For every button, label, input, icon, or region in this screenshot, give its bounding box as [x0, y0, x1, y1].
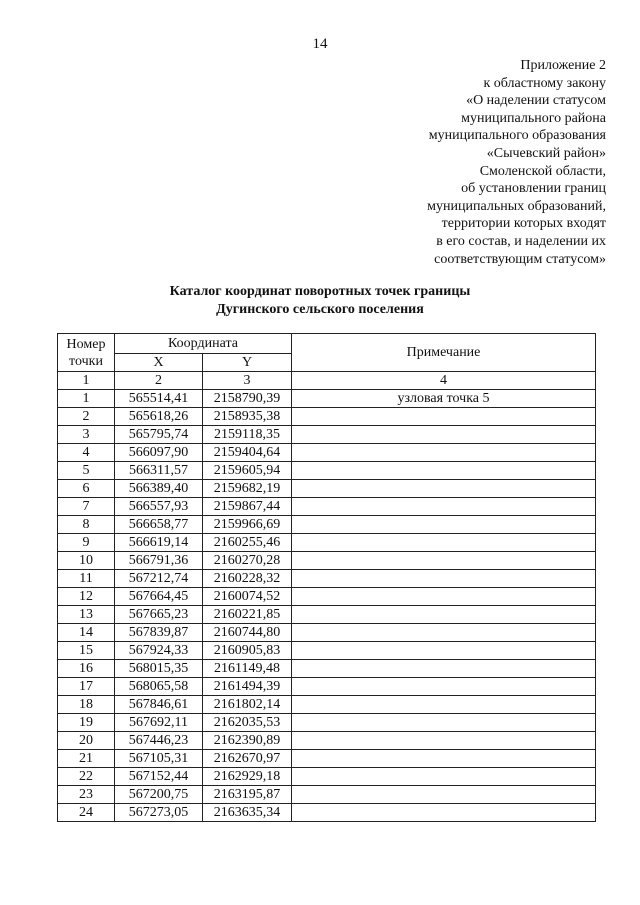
- table-row: [58, 786, 596, 804]
- y-coordinate-cell: 2162670,97: [203, 750, 292, 768]
- appendix-line: муниципального образования: [428, 128, 606, 144]
- y-coordinate-cell: 2160744,80: [203, 624, 292, 642]
- point-number-cell: 17: [58, 678, 115, 696]
- note-cell: [292, 408, 596, 426]
- appendix-line: муниципальных образований,: [427, 198, 606, 214]
- appendix-line: «Сычевский район»: [486, 145, 606, 161]
- note-cell: [292, 750, 596, 768]
- x-coordinate-cell: 566619,14: [115, 534, 203, 552]
- note-cell: [292, 678, 596, 696]
- point-number-cell: 4: [58, 444, 115, 462]
- y-coordinate-cell: 2159682,19: [203, 480, 292, 498]
- note-cell: [292, 480, 596, 498]
- appendix-line: муниципального района: [461, 110, 606, 126]
- column-number-1: 1: [58, 372, 115, 390]
- x-coordinate-cell: 565514,41: [115, 390, 203, 408]
- y-coordinate-cell: 2162035,53: [203, 714, 292, 732]
- note-cell: [292, 804, 596, 822]
- appendix-line: к областному закону: [483, 75, 606, 91]
- y-coordinate-cell: 2159605,94: [203, 462, 292, 480]
- point-number-cell: 18: [58, 696, 115, 714]
- appendix-header: [346, 57, 606, 268]
- note-cell: [292, 552, 596, 570]
- point-number-cell: 1: [58, 390, 115, 408]
- table-row: [58, 426, 596, 444]
- point-number-cell: 7: [58, 498, 115, 516]
- table-row: [58, 570, 596, 588]
- x-coordinate-cell: 566389,40: [115, 480, 203, 498]
- y-coordinate-cell: 2160270,28: [203, 552, 292, 570]
- catalog-title: [0, 283, 640, 319]
- point-number-cell: 8: [58, 516, 115, 534]
- x-coordinate-cell: 566791,36: [115, 552, 203, 570]
- note-cell: [292, 786, 596, 804]
- point-number-cell: 16: [58, 660, 115, 678]
- x-coordinate-cell: 565618,26: [115, 408, 203, 426]
- x-coordinate-cell: 567273,05: [115, 804, 203, 822]
- x-coordinate-cell: 567212,74: [115, 570, 203, 588]
- y-coordinate-cell: 2159867,44: [203, 498, 292, 516]
- column-number-3: 3: [203, 372, 292, 390]
- x-coordinate-cell: 566557,93: [115, 498, 203, 516]
- x-coordinate-cell: 567664,45: [115, 588, 203, 606]
- y-coordinate-cell: 2159118,35: [203, 426, 292, 444]
- x-coordinate-cell: 567692,11: [115, 714, 203, 732]
- table-row: [58, 390, 596, 408]
- y-coordinate-cell: 2163635,34: [203, 804, 292, 822]
- note-cell: [292, 768, 596, 786]
- title-line: Дугинского сельского поселения: [216, 302, 424, 317]
- note-cell: [292, 444, 596, 462]
- x-coordinate-cell: 568015,35: [115, 660, 203, 678]
- y-coordinate-cell: 2161802,14: [203, 696, 292, 714]
- table-row: [58, 714, 596, 732]
- note-cell: [292, 516, 596, 534]
- point-number-cell: 22: [58, 768, 115, 786]
- appendix-line: территории которых входят: [441, 216, 606, 232]
- x-coordinate-cell: 567924,33: [115, 642, 203, 660]
- point-number-cell: 21: [58, 750, 115, 768]
- appendix-line: «О наделении статусом: [466, 93, 606, 109]
- header-note: Примечание: [292, 334, 596, 372]
- point-number-cell: 14: [58, 624, 115, 642]
- note-cell: узловая точка 5: [292, 390, 596, 408]
- point-number-cell: 24: [58, 804, 115, 822]
- x-coordinate-cell: 568065,58: [115, 678, 203, 696]
- y-coordinate-cell: 2162390,89: [203, 732, 292, 750]
- column-number-4: 4: [292, 372, 596, 390]
- y-coordinate-cell: 2160228,32: [203, 570, 292, 588]
- point-number-cell: 3: [58, 426, 115, 444]
- y-coordinate-cell: 2162929,18: [203, 768, 292, 786]
- x-coordinate-cell: 567839,87: [115, 624, 203, 642]
- table-row: [58, 588, 596, 606]
- table-row: [58, 480, 596, 498]
- y-coordinate-cell: 2160074,52: [203, 588, 292, 606]
- point-number-cell: 10: [58, 552, 115, 570]
- note-cell: [292, 534, 596, 552]
- x-coordinate-cell: 566658,77: [115, 516, 203, 534]
- x-coordinate-cell: 567152,44: [115, 768, 203, 786]
- table-row: [58, 642, 596, 660]
- x-coordinate-cell: 567846,61: [115, 696, 203, 714]
- point-number-cell: 6: [58, 480, 115, 498]
- point-number-cell: 11: [58, 570, 115, 588]
- header-y: Y: [203, 354, 292, 372]
- table-row: [58, 678, 596, 696]
- x-coordinate-cell: 565795,74: [115, 426, 203, 444]
- x-coordinate-cell: 567105,31: [115, 750, 203, 768]
- column-number-2: 2: [115, 372, 203, 390]
- y-coordinate-cell: 2159966,69: [203, 516, 292, 534]
- table-row: [58, 804, 596, 822]
- appendix-line: Приложение 2: [520, 58, 606, 73]
- note-cell: [292, 498, 596, 516]
- point-number-cell: 23: [58, 786, 115, 804]
- note-cell: [292, 570, 596, 588]
- x-coordinate-cell: 567446,23: [115, 732, 203, 750]
- table-row: [58, 444, 596, 462]
- appendix-line: об установлении границ: [461, 181, 606, 197]
- table-row: [58, 624, 596, 642]
- note-cell: [292, 624, 596, 642]
- note-cell: [292, 732, 596, 750]
- table-row: [58, 660, 596, 678]
- appendix-line: Смоленской области,: [479, 163, 606, 179]
- note-cell: [292, 426, 596, 444]
- y-coordinate-cell: 2161494,39: [203, 678, 292, 696]
- y-coordinate-cell: 2160221,85: [203, 606, 292, 624]
- appendix-line: соответствующим статусом»: [434, 251, 606, 267]
- y-coordinate-cell: 2158935,38: [203, 408, 292, 426]
- table-row: [58, 552, 596, 570]
- y-coordinate-cell: 2161149,48: [203, 660, 292, 678]
- note-cell: [292, 660, 596, 678]
- table-row: [58, 732, 596, 750]
- table-row: [58, 696, 596, 714]
- table-row: [58, 516, 596, 534]
- table-row: [58, 534, 596, 552]
- x-coordinate-cell: 566097,90: [115, 444, 203, 462]
- appendix-line: в его состав, и наделении их: [436, 233, 606, 249]
- page-number: 14: [312, 36, 328, 52]
- header-number: Номер точки: [58, 334, 115, 372]
- header-x: X: [115, 354, 203, 372]
- y-coordinate-cell: 2159404,64: [203, 444, 292, 462]
- point-number-cell: 2: [58, 408, 115, 426]
- y-coordinate-cell: 2163195,87: [203, 786, 292, 804]
- point-number-cell: 13: [58, 606, 115, 624]
- header-coordinates: Координата: [115, 334, 292, 354]
- y-coordinate-cell: 2158790,39: [203, 390, 292, 408]
- point-number-cell: 20: [58, 732, 115, 750]
- point-number-cell: 19: [58, 714, 115, 732]
- point-number-cell: 15: [58, 642, 115, 660]
- table-row: [58, 408, 596, 426]
- x-coordinate-cell: 567665,23: [115, 606, 203, 624]
- x-coordinate-cell: 566311,57: [115, 462, 203, 480]
- note-cell: [292, 462, 596, 480]
- note-cell: [292, 642, 596, 660]
- point-number-cell: 12: [58, 588, 115, 606]
- x-coordinate-cell: 567200,75: [115, 786, 203, 804]
- y-coordinate-cell: 2160255,46: [203, 534, 292, 552]
- note-cell: [292, 588, 596, 606]
- table-row: [58, 606, 596, 624]
- title-line: Каталог координат поворотных точек границы: [169, 284, 471, 299]
- y-coordinate-cell: 2160905,83: [203, 642, 292, 660]
- table-row: [58, 768, 596, 786]
- point-number-cell: 5: [58, 462, 115, 480]
- note-cell: [292, 696, 596, 714]
- table-row: [58, 462, 596, 480]
- point-number-cell: 9: [58, 534, 115, 552]
- table-row: [58, 750, 596, 768]
- coordinates-table: [57, 333, 596, 822]
- table-row: [58, 498, 596, 516]
- note-cell: [292, 714, 596, 732]
- note-cell: [292, 606, 596, 624]
